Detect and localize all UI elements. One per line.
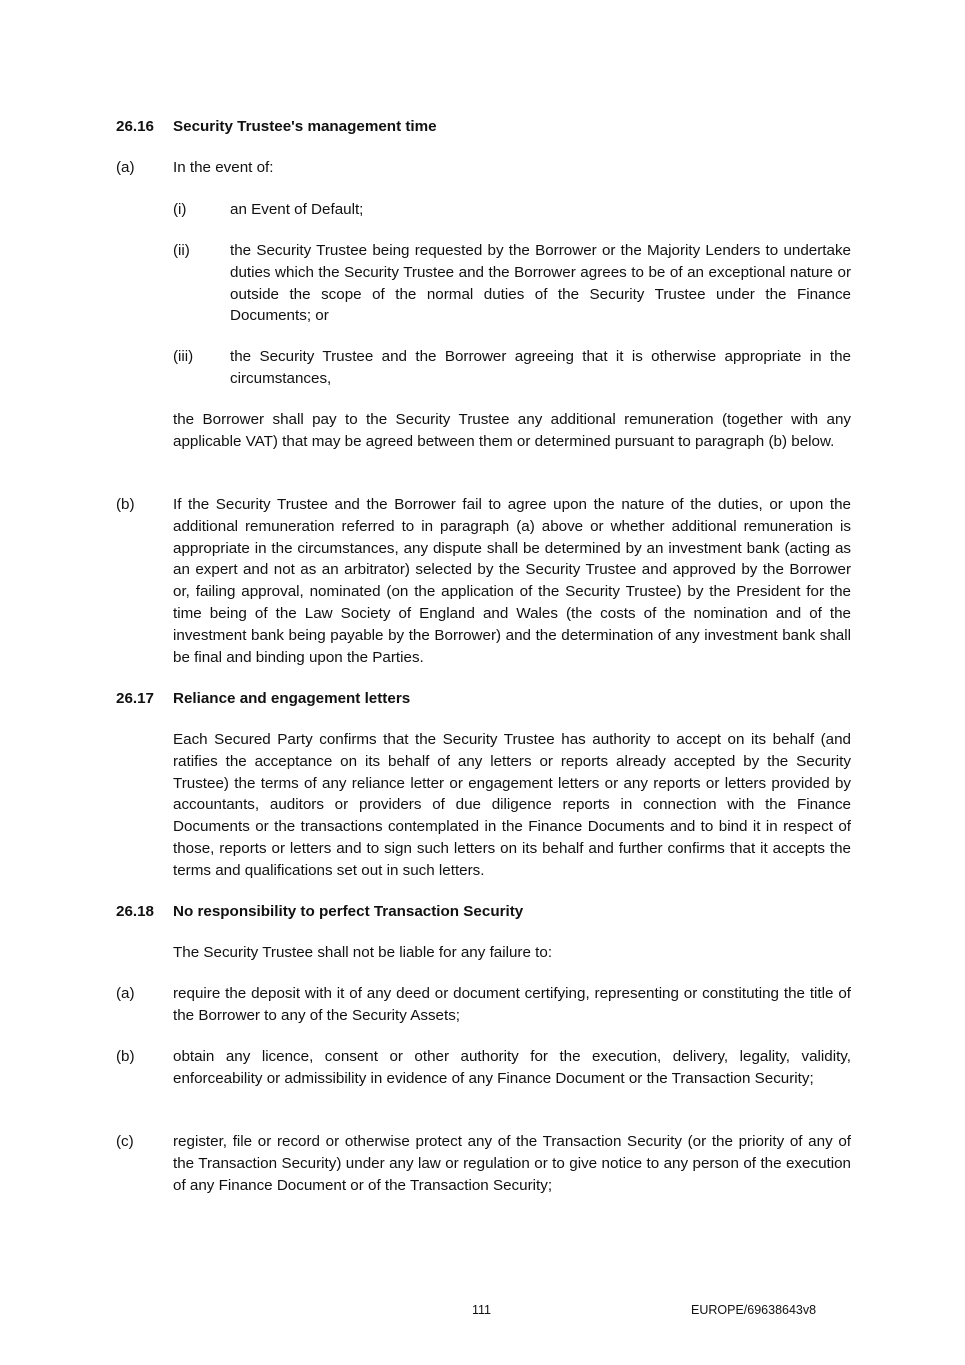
paragraph-a-conclusion: the Borrower shall pay to the Security Trustee any additional remuneration (together with any applicable VAT) that may be agreed between them or determined pursuant to paragraph (b) below. [173, 411, 851, 450]
item-label-i: (i) [173, 201, 187, 218]
item-label-b: (b) [116, 1048, 135, 1065]
item-text-iii: the Security Trustee and the Borrower agreeing that it is otherwise appropriate in the circumstances, [230, 348, 851, 387]
section-title-26-18: No responsibility to perfect Transaction Security [173, 903, 524, 920]
section-title-26-17: Reliance and engagement letters [173, 690, 411, 707]
document-reference: EUROPE/69638643v8 [691, 1303, 817, 1317]
section-number-26-18: 26.18 [116, 903, 155, 920]
paragraph-label-a: (a) [116, 159, 135, 176]
paragraph-label-b: (b) [116, 496, 135, 513]
item-text-i: an Event of Default; [230, 201, 364, 218]
section-26-17-text: Each Secured Party confirms that the Security Trustee has authority to accept on its behalf (and ratifies the acceptance on its behalf of any letters or reports already accepted by the Security Trustee) the terms of any reliance letter or engagement letters or any reports or letters provided by accountants, auditors or providers of due diligence reports in connection with the Finance Documents or the transactions contemplated in the Finance Documents and to bind it in respect of those, reports or letters and to sign such letters on its behalf and further confirms that it accepts the terms and qualifications set out in such letters. [173, 731, 851, 879]
section-number-26-17: 26.17 [116, 690, 155, 707]
item-text-a: require the deposit with it of any deed or document certifying, representing or constituting the title of the Borrower to any of the Security Assets; [173, 985, 851, 1024]
paragraph-a-intro: In the event of: [173, 159, 274, 176]
section-26-18-intro: The Security Trustee shall not be liable for any failure to: [173, 944, 553, 961]
item-label-ii: (ii) [173, 242, 190, 259]
item-label-iii: (iii) [173, 348, 194, 365]
item-label-c: (c) [116, 1133, 134, 1150]
section-number-26-16: 26.16 [116, 118, 155, 135]
item-text-b: obtain any licence, consent or other authority for the execution, delivery, legality, validity, enforceability or admissibility in evidence of any Finance Document or the Transaction Security; [173, 1048, 851, 1087]
item-text-ii: the Security Trustee being requested by the Borrower or the Majority Lenders to undertake duties which the Security Trustee and the Borrower agrees to be of an exceptional nature or outside the scope of the normal duties of the Security Trustee under the Finance Documents; or [230, 242, 851, 325]
page-number: 111 [472, 1303, 492, 1317]
paragraph-b-text: If the Security Trustee and the Borrower fail to agree upon the nature of the duties, or upon the additional remuneration referred to in paragraph (a) above or whether additional remuneration is appropriate in the circumstances, any dispute shall be determined by an investment bank (acting as an expert and not as an arbitrator) selected by the Security Trustee and approved by the Borrower or, failing approval, nominated (on the application of the Security Trustee) by the President for the time being of the Law Society of England and Wales (the costs of the nomination and of the investment bank being payable by the Borrower) and the determination of any investment bank shall be final and binding upon the Parties. [173, 496, 851, 666]
item-text-c: register, file or record or otherwise protect any of the Transaction Security (or the priority of any of the Transaction Security) under any law or regulation or to give notice to any person of the execution of any Finance Document or of the Transaction Security; [173, 1133, 851, 1194]
item-label-a: (a) [116, 985, 135, 1002]
section-title-26-16: Security Trustee's management time [173, 118, 437, 135]
